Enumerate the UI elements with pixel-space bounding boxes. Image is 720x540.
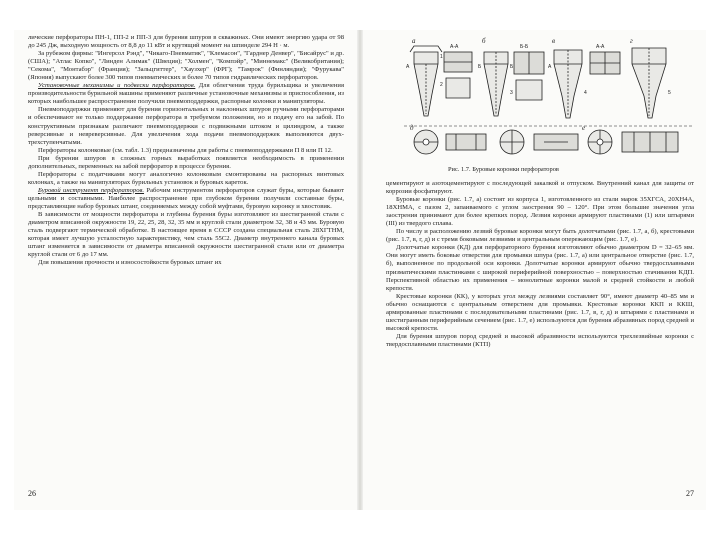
- figure-letter-e: е: [582, 124, 586, 132]
- marker-label-b-2: Б: [510, 64, 514, 70]
- left-paragraph-5: Перфораторы колонковые (см. табл. 1.3) предназначены для работы с пневмоподдержками П 8 или П 12.: [38, 146, 333, 154]
- left-page: [14, 30, 360, 510]
- part-number-3: 3: [510, 90, 513, 96]
- left-paragraph-10: Для повышения прочности и износостойкости буровых штанг их: [38, 259, 222, 267]
- left-paragraph-2: За рубежом фирмы: "Ингерсол Рэнд", "Чикаго-Пневматик", "Клемасон", "Гарднер Денвер", "Бисайрус" и др. (США); "Атлас Копко", "Линден Алимак" (Швеция); "Холмен", "Компэйр", "Миннемакс" (Великобритания); "Секома", "Монтабэр" (Франция); "Зальцгиттер", "Хаузхер" (ФРГ); "Тамрок" (Финляндия); "Фурукава" (Япония) выпускают более 300 типов пневматических и более 70 типов гидравлических перфораторов.: [28, 50, 344, 82]
- book-spread: [14, 30, 706, 510]
- left-paragraph-9: В зависимости от мощности перфоратора и глубины бурения буры изготовляют из шестигранной стали с диаметром вписанной окружности 19, 22, 25, 28, 32, 35 мм и круглой стали диаметром 32, 38 и 43 мм. Буровую сталь подвергают термической обработке. В настоящее время в СССР создана специальная сталь 28ХГТНМ, которая имеет лучшую усталостную характеристику, чем сталь 55С2. Диаметр внутреннего канала буровых штанг изменяется в зависимости от диаметра вписанной окружности шестигранной стали или от диаметра круглой стали от 6 до 17 мм.: [28, 211, 344, 259]
- right-paragraph-5: Крестовые коронки (КК), у которых угол между лезвиями составляет 90°, имеют диаметр 40–85 мм и обычно оснащаются с центральным отверстием для промывки. Крестовые коронки ККП и ККШ, армированные пластинами с последовательными пластинами (рис. 1.7, в, г, д) и штырями с пластинами и шестигранным периферийным сечением (рис. 1.7, е) используются для бурения абразивных пород средней и высокой крепости.: [386, 292, 694, 332]
- right-page-number: 27: [686, 489, 694, 498]
- section-label-aa: А-А: [450, 44, 459, 50]
- right-paragraph-6: Для бурения шпуров пород средней и высокой абразивности используются трехлезвийные коронки с твердосплавными пластинами (КТП): [386, 332, 694, 348]
- marker-label-b: Б: [478, 64, 482, 70]
- left-paragraph-7: Перфораторы с податчиками могут аналогично колонковым смонтированы на распорных винтовых колонках, а также на манипуляторах бурильных установок и буровых кареток.: [28, 170, 344, 186]
- left-paragraph-6: При бурении шпуров в сложных горных выработках появляется необходимость в применении дополнительных, переменных на забой перфоратор в процессе бурения.: [28, 154, 344, 170]
- figure-letter-b: б: [482, 37, 486, 45]
- figure-letter-a: а: [412, 37, 416, 45]
- section-label-bb: Б-Б: [520, 44, 529, 50]
- left-paragraph-8: Буровой инструмент перфораторов. Рабочим инструментом перфораторов служат буры, которые бывают цельными и составными. Наиболее распространение при глубоком бурении получили составные буры, представляющие набор буровых штанг, соединяемых между собой муфтами, буровую коронку и хвостовик.: [28, 186, 344, 210]
- right-text-column: [386, 180, 694, 349]
- drill-bits-drawing: [404, 34, 694, 166]
- part-number-5: 5: [668, 90, 671, 96]
- section-label-aa-2: А-А: [596, 44, 605, 50]
- right-page: [360, 30, 706, 510]
- left-paragraph-3: Установочные механизмы и подвески перфораторов. Для облегчения труда бурильщика и увеличения производительности бурильной машины применяют различные установочные механизмы и приспособления, из которых наибольшее распространение получили пневмоподдержки, распорные колонки и манипуляторы.: [28, 82, 344, 106]
- section-heading-mechanisms: Установочные механизмы и подвески перфораторов.: [38, 82, 196, 90]
- right-paragraph-3: По числу и расположению лезвий буровые коронки могут быть долотчатыми (рис. 1.7, а, б), крестовыми (рис. 1.7, в, г, д) и с тремя боковыми лезвиями и центральным опережающим (рис. 1.7, е).: [386, 228, 694, 244]
- figure-letter-g: г: [630, 37, 633, 45]
- figure-letter-v: в: [552, 37, 556, 45]
- left-page-number: 26: [28, 489, 36, 498]
- right-paragraph-1: цементируют и азотоцементируют с последующей закалкой и отпуском. Внутренний канал для защиты от коррозии фосфатируют.: [386, 180, 694, 196]
- right-paragraph-2: Буровые коронки (рис. 1.7, а) состоят из корпуса 1, изготовленного из стали марок 35ХГСА, 20ХН4А, 18ХНМА, с пазом 2, запаиваемого с углом заострения 90 – 120°. При этом большие значения угла заострения принимают для более крепких пород. Лезвия коронки армируют пластинами (1) или штырями (III) из твердого сплава.: [386, 196, 694, 228]
- part-number-2: 2: [440, 82, 443, 88]
- part-number-4: 4: [584, 90, 587, 96]
- left-paragraph-4: Пневмоподдержки применяют для бурения горизонтальных и наклонных шпуров ручными перфораторами и обеспечивают не только поддержание перфоратора в требуемом положении, но и подачу его на забой. По конструктивным признакам различают пневмоподдержки с подвижными штоком и цилиндром, а также реверсивные и невреверсивные. Для увеличения хода подачи пневмоподдержек выполняются двух-трехступенчатыми.: [28, 106, 344, 146]
- left-text-column: [28, 34, 344, 267]
- marker-label-a: А: [406, 64, 410, 70]
- drill-bits-figure: [404, 34, 694, 166]
- right-paragraph-4: Долотчатые коронки (КД) для перфораторного бурения изготовляют обычно диаметром D = 32–65 мм. Они могут иметь боковые отверстия для промывки шпура (рис. 1.7, а) или центральное отверстие (рис. 1.7, б), выполненное по продольной оси коронки. Долотчатые коронки армируют обычно твердосплавными призматическими пластинками с широкой периферийной поверхностью – поверхностью стачивания КДП. Перспективной областью их применения – монолитные коронки малой и средней стойкости и любой крепости.: [386, 244, 694, 292]
- section-heading-tools: Буровой инструмент перфораторов.: [38, 186, 145, 194]
- left-paragraph-1: лические перфораторы ПН-1, ПП-2 и ПП-3 для бурения шпуров в скважинах. Они имеют энергию удара от 98 до 245 Дж, выходную мощность от 8,8 до 11 кВт и крутящий момент на шпинделе 294 Н · м.: [28, 34, 344, 50]
- figure-letter-d: д: [410, 124, 414, 132]
- marker-label-a-2: А: [548, 64, 552, 70]
- part-number-1: 1: [440, 54, 443, 60]
- figure-caption: Рис. 1.7. Буровые коронки перфораторов: [448, 166, 559, 173]
